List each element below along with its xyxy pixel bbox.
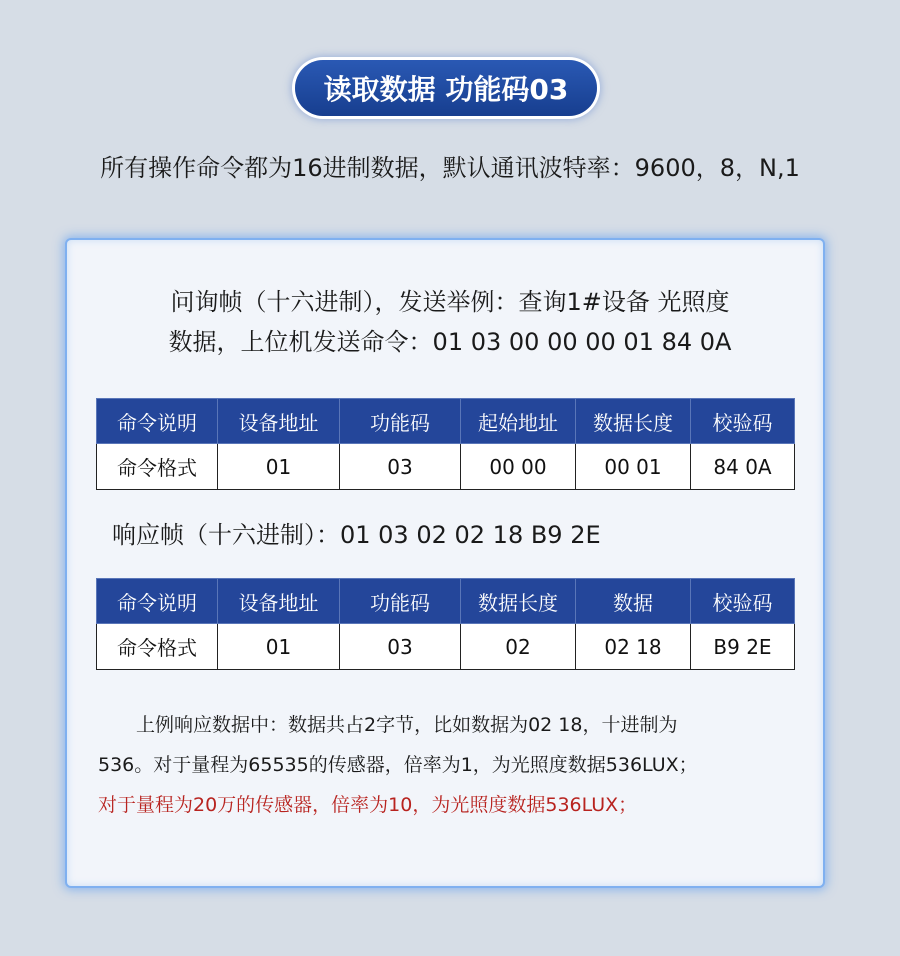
table-header-row <box>97 579 795 624</box>
table-row <box>97 444 795 490</box>
table-header-row <box>97 399 795 444</box>
table-cell: 03 <box>340 444 461 490</box>
note-line-3-highlight: 对于量程为20万的传感器，倍率为10，为光照度数据536LUX； <box>98 794 638 816</box>
query-frame-table <box>96 398 795 490</box>
table-header-cell: 数据 <box>576 579 691 624</box>
table-header-cell: 功能码 <box>340 579 461 624</box>
table-header-cell: 校验码 <box>691 579 795 624</box>
table-header-cell: 数据长度 <box>576 399 691 444</box>
table-cell: 命令格式 <box>97 444 218 490</box>
table-header-cell: 设备地址 <box>218 399 340 444</box>
query-line-2: 数据，上位机发送命令：01 03 00 00 00 01 84 0A <box>168 328 732 356</box>
table-header-cell: 功能码 <box>340 399 461 444</box>
table-cell: 84 0A <box>691 444 795 490</box>
response-description: 响应帧（十六进制）：01 03 02 02 18 B9 2E <box>112 521 601 549</box>
note-line-1: 上例响应数据中：数据共占2字节，比如数据为02 18，十进制为 <box>136 714 678 736</box>
table-header-cell: 设备地址 <box>218 579 340 624</box>
table-header-cell: 命令说明 <box>97 579 218 624</box>
table-header-cell: 校验码 <box>691 399 795 444</box>
table-row <box>97 624 795 670</box>
subtitle: 所有操作命令都为16进制数据，默认通讯波特率：9600，8，N,1 <box>100 154 800 182</box>
table-cell: 00 00 <box>461 444 576 490</box>
table-cell: B9 2E <box>691 624 795 670</box>
table-cell: 02 18 <box>576 624 691 670</box>
table-cell: 01 <box>218 624 340 670</box>
table-cell: 命令格式 <box>97 624 218 670</box>
table-header-cell: 数据长度 <box>461 579 576 624</box>
table-cell: 02 <box>461 624 576 670</box>
response-frame-table <box>96 578 795 670</box>
table-header-cell: 命令说明 <box>97 399 218 444</box>
table-cell: 03 <box>340 624 461 670</box>
note-line-2: 536。对于量程为65535的传感器，倍率为1，为光照度数据536LUX； <box>98 754 698 776</box>
query-description <box>0 282 900 362</box>
page-title: 读取数据 功能码03 <box>295 60 597 116</box>
query-line-1: 问询帧（十六进制），发送举例：查询1#设备 光照度 <box>170 288 730 316</box>
table-header-cell: 起始地址 <box>461 399 576 444</box>
table-cell: 00 01 <box>576 444 691 490</box>
example-note <box>98 705 798 825</box>
table-cell: 01 <box>218 444 340 490</box>
